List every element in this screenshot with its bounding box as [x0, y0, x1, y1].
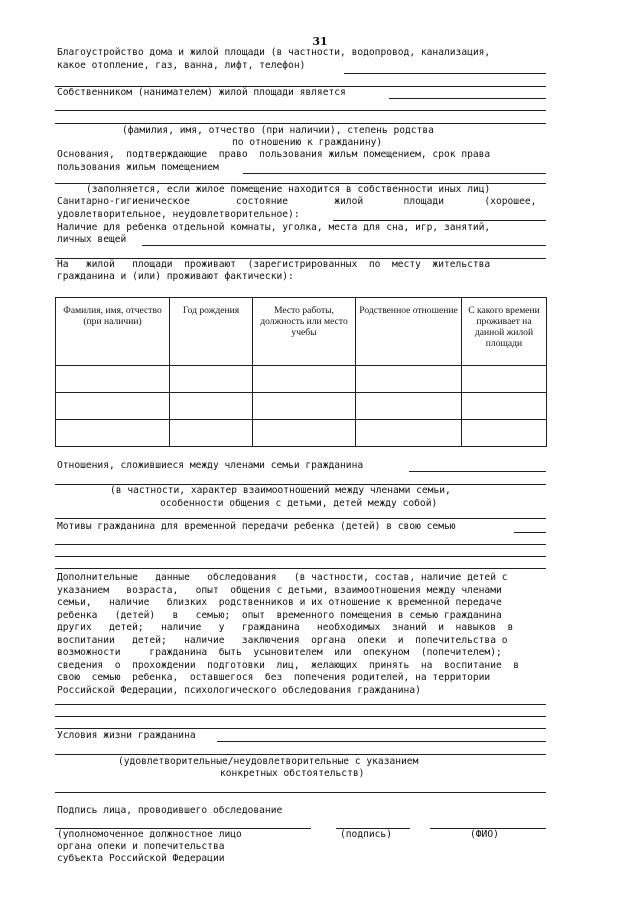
motives-fill-line-3[interactable]	[55, 556, 546, 557]
fio-caption: (ФИО)	[470, 829, 499, 840]
table-cell[interactable]	[56, 366, 170, 393]
table-cell[interactable]	[462, 393, 547, 420]
table-cell[interactable]	[253, 420, 356, 447]
relations-note-1: (в частности, характер взаимоотношений между членами семьи,	[110, 485, 451, 496]
owner-note-1: (фамилия, имя, отчество (при наличии), степень родства	[122, 125, 434, 136]
owner-fill-line-3[interactable]	[55, 123, 546, 124]
additional-line: сведения о прохождении подготовки лиц, желающих принять на воспитание в	[57, 660, 520, 671]
table-cell[interactable]	[356, 420, 462, 447]
additional-line: указанием возраста, опыт общения с детьми, взаимоотношения между членами	[57, 585, 502, 596]
additional-line: ребенка (детей) в семью; опыт временного помещения в семью гражданина	[57, 610, 502, 621]
col-header-since: С какого времени проживает на данной жилой площади	[462, 298, 547, 366]
table-row	[56, 393, 547, 420]
sanitary-line-1: Санитарно-гигиеническое состояние жилой площади (хорошее,	[57, 196, 537, 207]
grounds-fill-line[interactable]	[243, 173, 546, 174]
additional-line: семьи, наличие близких родственников и их отношение к временной передаче	[57, 597, 502, 608]
table-cell[interactable]	[253, 393, 356, 420]
motives-fill-line-4[interactable]	[55, 568, 546, 569]
motives-label: Мотивы гражданина для временной передачи ребенка (детей) в свою семью	[57, 521, 456, 532]
table-cell[interactable]	[462, 420, 547, 447]
child-room-line-1: Наличие для ребенка отдельной комнаты, уголка, места для сна, игр, занятий,	[57, 222, 491, 233]
table-header-row	[56, 298, 547, 366]
living-conditions-fill-line[interactable]	[217, 741, 546, 742]
col-header-workplace: Место работы, должность или место учебы	[253, 298, 356, 366]
signature-caption: (подпись)	[340, 829, 392, 840]
table-cell[interactable]	[170, 420, 253, 447]
additional-fill-line-2[interactable]	[55, 716, 546, 717]
table-cell[interactable]	[253, 366, 356, 393]
relations-fill-line[interactable]	[409, 471, 546, 472]
relations-label: Отношения, сложившиеся между членами семьи гражданина	[57, 460, 364, 471]
table-cell[interactable]	[170, 366, 253, 393]
additional-line: других детей; наличие у гражданина необходимых знаний и навыков в	[57, 622, 514, 633]
owner-note-2: по отношению к гражданину)	[232, 137, 383, 148]
page-number: 31	[312, 35, 328, 48]
living-conditions-label: Условия жизни гражданина	[57, 730, 196, 741]
owner-label: Собственником (нанимателем) жилой площади является	[57, 87, 346, 98]
sanitary-line-2: удовлетворительное, неудовлетворительное):	[57, 209, 300, 220]
table-cell[interactable]	[462, 366, 547, 393]
living-note-2: конкретных обстоятельств)	[220, 768, 365, 779]
additional-fill-line[interactable]	[55, 704, 546, 705]
additional-fill-line-3[interactable]	[55, 728, 546, 729]
residents-line-2: гражданина и (или) проживают фактически):	[57, 271, 294, 282]
additional-line: возможности гражданина быть усыновителем или опекуном (попечителем);	[57, 647, 502, 658]
improvement-line-1: Благоустройство дома и жилой площади (в частности, водопровод, канализация,	[57, 47, 491, 58]
owner-fill-line[interactable]	[389, 98, 546, 99]
official-caption-1: (уполномоченное должностное лицо	[57, 829, 242, 840]
child-room-line-2: личных вещей	[57, 234, 127, 245]
living-note-1: (удовлетворительные/неудовлетворительные с указанием	[118, 756, 419, 767]
improvement-fill-line[interactable]	[344, 73, 546, 74]
additional-line: воспитании детей; наличие заключения органа опеки и попечительства о	[57, 635, 508, 646]
motives-fill-line[interactable]	[514, 532, 546, 533]
official-caption-2: органа опеки и попечительства	[57, 841, 225, 852]
child-room-fill-line[interactable]	[142, 245, 546, 246]
living-conditions-fill-line-3[interactable]	[55, 792, 546, 793]
additional-line: Дополнительные данные обследования (в частности, состав, наличие детей с	[57, 572, 508, 583]
living-conditions-fill-line-2[interactable]	[55, 754, 546, 755]
table-cell[interactable]	[56, 420, 170, 447]
signature-label: Подпись лица, проводившего обследование	[57, 805, 283, 816]
sanitary-fill-line[interactable]	[333, 220, 546, 221]
official-caption-3: субъекта Российской Федерации	[57, 853, 225, 864]
grounds-note: (заполняется, если жилое помещение находится в собственности иных лиц)	[86, 184, 491, 195]
table-cell[interactable]	[356, 393, 462, 420]
col-header-name: Фамилия, имя, отчество (при наличии)	[56, 298, 170, 366]
grounds-line-2: пользования жильм помещением	[57, 162, 219, 173]
table-row	[56, 366, 547, 393]
col-header-relation: Родственное отношение	[356, 298, 462, 366]
improvement-line-2: какое отопление, газ, ванна, лифт, телефон)	[57, 60, 306, 71]
residents-table	[55, 297, 547, 447]
residents-line-1: На жилой площади проживают (зарегистрированных по месту жительства	[57, 259, 491, 270]
motives-top-line	[55, 518, 546, 519]
grounds-line-1: Основания, подтверждающие право пользования жильм помещением, срок права	[57, 149, 491, 160]
table-cell[interactable]	[170, 393, 253, 420]
relations-note-2: особенности общения с детьми, детей между собой)	[160, 498, 438, 509]
col-header-birth-year: Год рождения	[170, 298, 253, 366]
motives-fill-line-2[interactable]	[55, 544, 546, 545]
owner-fill-line-2[interactable]	[55, 110, 546, 111]
additional-line: свою семью ребенка, оставшегося без попечения родителей, на территории	[57, 672, 491, 683]
additional-line: Российской Федерации, психологического обследования гражданина)	[57, 685, 421, 696]
table-cell[interactable]	[56, 393, 170, 420]
table-cell[interactable]	[356, 366, 462, 393]
table-row	[56, 420, 547, 447]
